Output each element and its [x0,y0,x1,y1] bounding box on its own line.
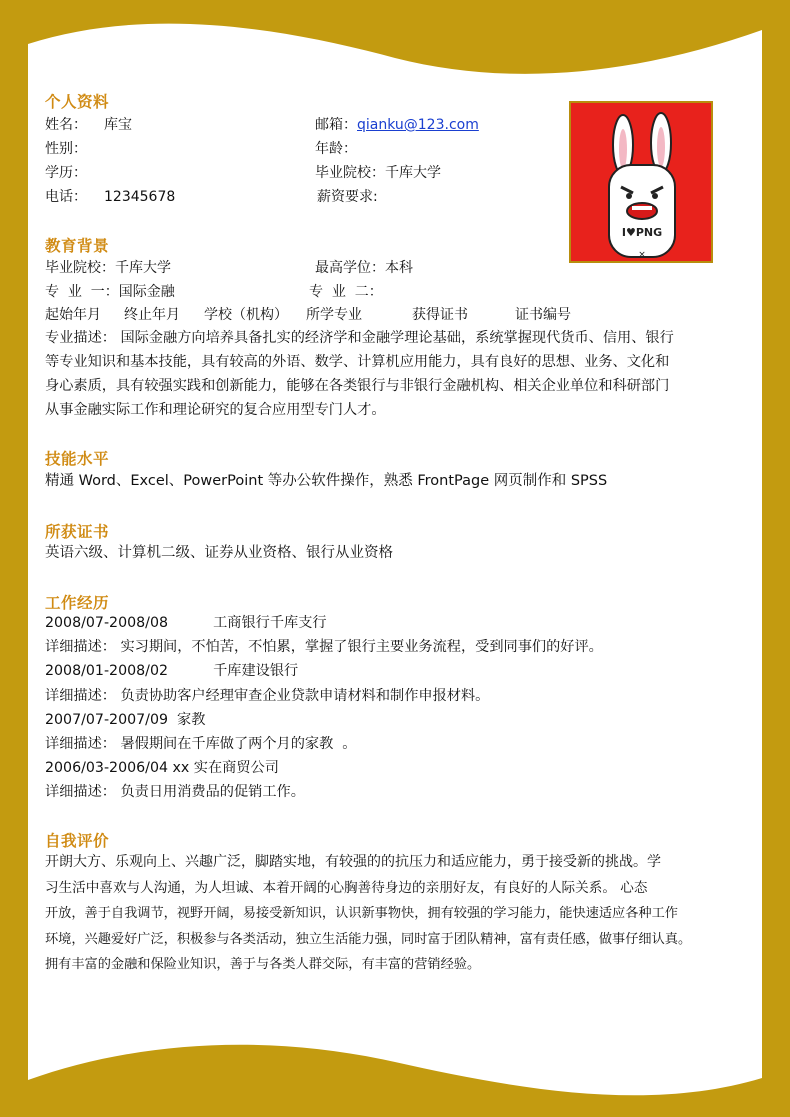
major-description-line: 专业描述： 国际金融方向培养具备扎实的经济学和金融学理论基础，系统掌握现代货币、信用、银行 [45,330,674,346]
work-entry-title: 2008/07-2008/08 工商银行千库支行 [45,615,327,631]
profile-photo [569,101,713,263]
major-description [45,326,750,422]
name-label: 姓名： [45,117,87,133]
name-value: 库宝 [104,117,132,133]
col-end-date: 终止年月 [124,307,180,323]
col-certificate: 获得证书 [412,307,468,323]
section-heading-certificates: 所获证书 [45,523,110,541]
major-description-line: 从事金融实际工作和理论研究的复合应用型专门人才。 [45,402,386,418]
work-history [45,611,750,805]
work-entry-detail: 详细描述： 负责日用消费品的促销工作。 [45,784,305,801]
phone-value: 12345678 [104,189,176,205]
age-label: 年龄： [315,141,357,157]
photo-badge-text: I♥PNG [621,226,663,239]
self-evaluation [45,850,751,978]
svg-text:×: × [638,250,646,260]
section-heading-personal: 个人资料 [45,93,110,111]
work-entry-title: 2008/01-2008/02 千库建设银行 [45,663,299,680]
self-evaluation-line: 习生活中喜欢与人沟通，为人坦诚、本着开阔的心胸善待身边的亲朋好友，有良好的人际关系。 心态 [45,879,648,896]
work-entry-title: 2007/07-2007/09 家教 [45,711,206,728]
edu-school: 毕业院校：千库大学 [45,260,171,276]
self-evaluation-line: 环境，兴趣爱好广泛，积极参与各类活动，独立生活能力强，同时富于团队精神，富有责任感，做事仔细认真。 [45,931,692,947]
salary-label: 薪资要求: [317,189,378,205]
self-evaluation-line: 开放，善于自我调节，视野开阔，易接受新知识，认识新事物快，拥有较强的学习能力，能快速适应各种工作 [45,906,678,921]
edu-major-2: 专 业 二： [309,284,383,300]
col-start-date: 起始年月 [45,307,101,323]
edu-major-1: 专 业 一：国际金融 [45,284,175,300]
major-description-line: 身心素质，具有较强实践和创新能力，能够在各类银行与非银行金融机构、相关企业单位和科研部门 [45,378,670,394]
section-heading-skills: 技能水平 [45,450,110,468]
self-evaluation-line: 拥有丰富的金融和保险业知识，善于与各类人群交际，有丰富的营销经验。 [45,957,481,972]
graduate-school: 毕业院校：千库大学 [315,165,441,181]
col-school: 学校（机构） [204,307,288,323]
col-certificate-no: 证书编号 [515,307,571,323]
self-evaluation-line: 开朗大方、乐观向上、兴趣广泛，脚踏实地，有较强的的抗压力和适应能力，勇于接受新的挑战。学 [45,854,661,870]
work-entry-detail: 详细描述： 实习期间，不怕苦，不怕累，掌握了银行主要业务流程，受到同事们的好评。 [45,639,603,656]
edu-degree: 最高学位：本科 [315,260,413,276]
certificates-text: 英语六级、计算机二级、证券从业资格、银行从业资格 [45,545,393,561]
col-major: 所学专业 [306,307,362,323]
gender-label: 性别： [45,141,87,157]
section-heading-self-evaluation: 自我评价 [45,832,110,850]
section-heading-work: 工作经历 [45,594,110,612]
rabbit-mascot-icon [571,103,711,261]
work-entry-title: 2006/03-2006/04 xx 实在商贸公司 [45,760,279,777]
skills-text: 精通 Word、Excel、PowerPoint 等办公软件操作，熟悉 FrontPage 网页制作和 SPSS [45,473,608,489]
major-description-line: 等专业知识和基本技能，具有较高的外语、数学、计算机应用能力，具有良好的思想、业务、文化和 [45,354,670,370]
work-entry-detail: 详细描述： 负责协助客户经理审查企业贷款申请材料和制作申报材料。 [45,687,490,704]
email-link[interactable]: qianku@123.com [357,117,479,133]
work-entry-detail: 详细描述： 暑假期间在千库做了两个月的家教 。 [45,736,357,753]
education-label: 学历： [45,165,87,181]
email-label: 邮箱： [315,117,357,133]
phone-label: 电话： [45,189,87,205]
section-heading-education: 教育背景 [45,237,110,255]
